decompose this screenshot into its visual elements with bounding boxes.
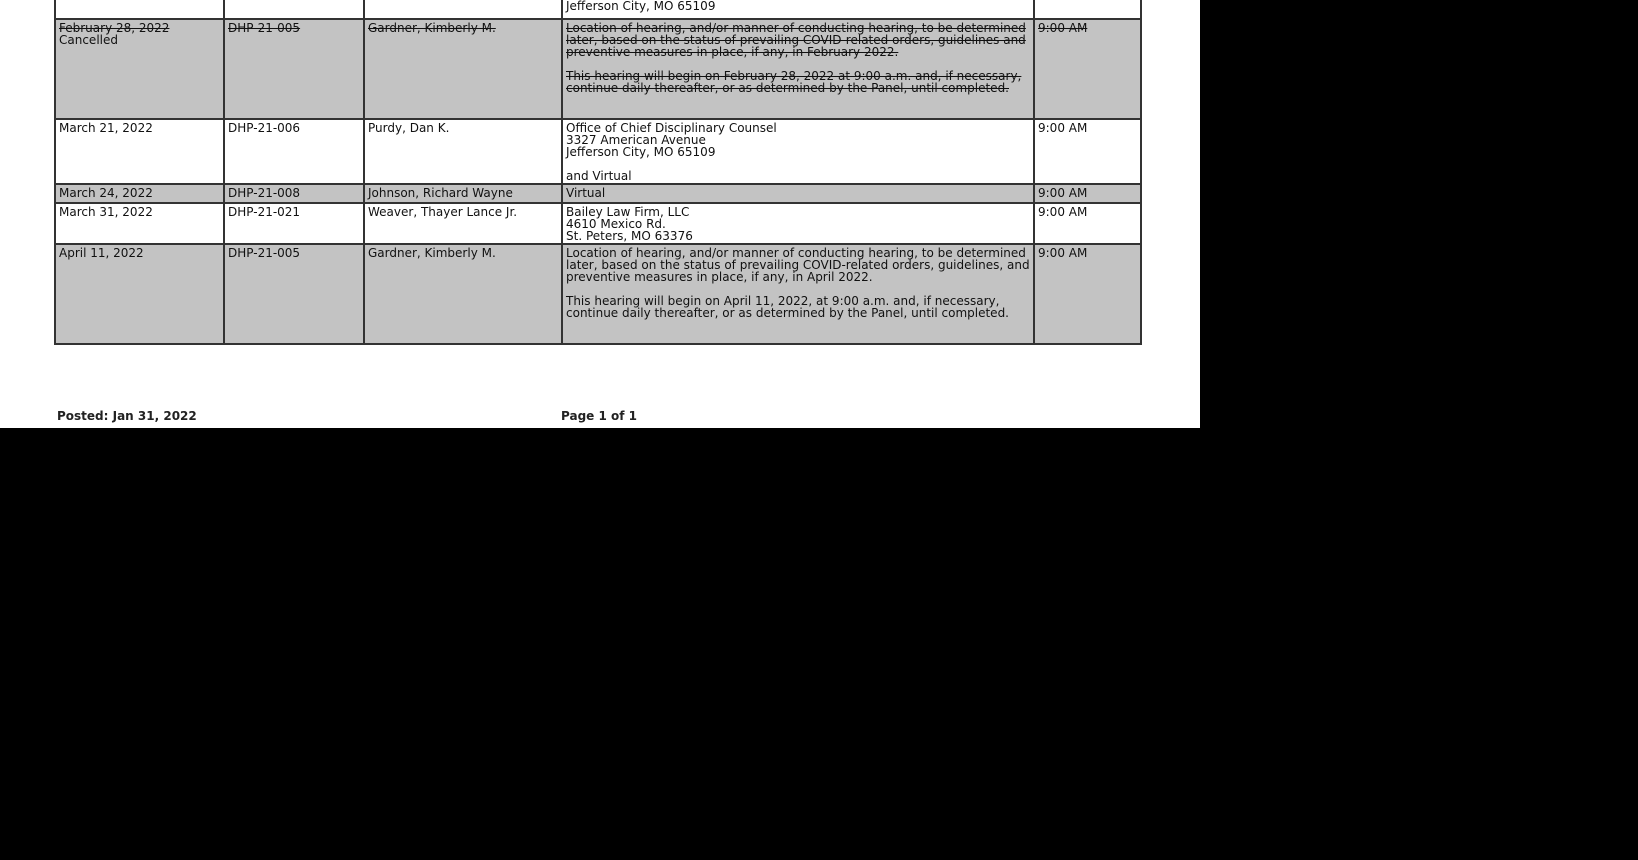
hearing-date-cell: [55, 0, 224, 19]
table-row: [55, 0, 1141, 19]
table-row: [55, 244, 1141, 344]
hearing-date-cell: April 11, 2022: [55, 244, 224, 344]
case-number-cell: [224, 0, 364, 19]
hearing-time: 9:00 AM: [1038, 21, 1088, 35]
hearing-note: This hearing will begin on April 11, 2022, at 9:00 a.m. and, if necessary, continue daily thereafter, or as determined by the Panel, until completed.: [566, 294, 1009, 320]
case-number-cell: DHP-21-005: [224, 244, 364, 344]
hearing-location: Location of hearing, and/or manner of conducting hearing, to be determined later, based on the status of prevailing COVID-related orders, guidelines and preventive measures in place, if any, in February 2022.: [566, 21, 1026, 59]
hearing-time-cell: 9:00 AM: [1034, 119, 1141, 184]
hearing-location-cell: [562, 19, 1034, 119]
respondent-name-cell: Gardner, Kimberly M.: [364, 244, 562, 344]
table-row: [55, 119, 1141, 184]
case-number-cell: DHP-21-008: [224, 184, 364, 203]
hearing-date-cell: March 21, 2022: [55, 119, 224, 184]
respondent-name-cell: Weaver, Thayer Lance Jr.: [364, 203, 562, 244]
hearing-location-cell: [562, 244, 1034, 344]
hearing-time-cell: 9:00 AM: [1034, 244, 1141, 344]
respondent-name-cell: [364, 0, 562, 19]
respondent-name-cell: Johnson, Richard Wayne: [364, 184, 562, 203]
hearing-date-cell: March 31, 2022: [55, 203, 224, 244]
hearing-note: This hearing will begin on February 28, 2022 at 9:00 a.m. and, if necessary, continue daily thereafter, or as determined by the Panel, until completed.: [566, 69, 1022, 95]
respondent-name-cell: [364, 19, 562, 119]
posted-date: Posted: Jan 31, 2022: [57, 409, 197, 423]
hearing-date-cell: March 24, 2022: [55, 184, 224, 203]
document-page: [0, 0, 1200, 428]
hearing-schedule-table: [54, 0, 1142, 345]
hearing-note: and Virtual: [566, 169, 632, 183]
case-number-cell: DHP-21-006: [224, 119, 364, 184]
respondent-name-cell: Purdy, Dan K.: [364, 119, 562, 184]
hearing-date: February 28, 2022: [59, 21, 170, 35]
hearing-date-cell: [55, 19, 224, 119]
hearing-location: Location of hearing, and/or manner of conducting hearing, to be determined later, based on the status of prevailing COVID-related orders, guidelines, and preventive measures in place, if any, in April 2022.: [566, 246, 1030, 284]
page-number: Page 1 of 1: [561, 409, 637, 423]
case-number: DHP-21-005: [228, 21, 301, 35]
hearing-location-cell: Bailey Law Firm, LLC 4610 Mexico Rd. St. Peters, MO 63376: [562, 203, 1034, 244]
case-number-cell: DHP-21-021: [224, 203, 364, 244]
hearing-location-cell: Virtual: [562, 184, 1034, 203]
respondent-name: Gardner, Kimberly M.: [368, 21, 496, 35]
hearing-time-cell: 9:00 AM: [1034, 203, 1141, 244]
hearing-status: Cancelled: [59, 33, 118, 47]
hearing-time-cell: [1034, 0, 1141, 19]
hearing-location-cell: [562, 119, 1034, 184]
table-row: [55, 184, 1141, 203]
case-number-cell: [224, 19, 364, 119]
hearing-location: Office of Chief Disciplinary Counsel 3327 American Avenue Jefferson City, MO 65109: [566, 121, 777, 159]
table-row: [55, 203, 1141, 244]
hearing-location-cell: Jefferson City, MO 65109: [562, 0, 1034, 19]
hearing-time-cell: [1034, 19, 1141, 119]
hearing-time-cell: 9:00 AM: [1034, 184, 1141, 203]
table-row: [55, 19, 1141, 119]
